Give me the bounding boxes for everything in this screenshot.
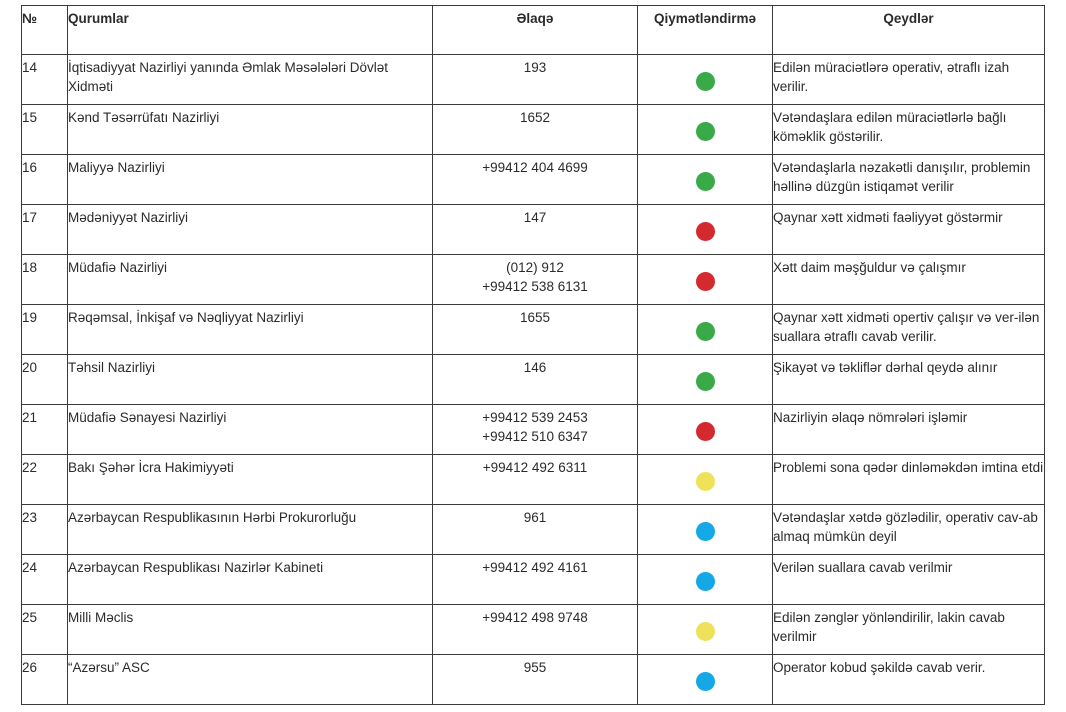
table-row [22,605,1045,655]
contact-number: +99412 538 6131 [482,279,588,294]
institution-name: Bakı Şəhər İcra Hakimiyyəti [68,455,433,505]
institution-name: İqtisadiyyat Nazirliyi yanında Əmlak Məsələləri Dövlət Xidməti [68,55,433,105]
contact-cell [433,405,638,455]
contact-number: 961 [523,510,547,525]
notes-text: Vətəndaşlar xətdə gözlədilir, operativ cav-ab almaq mümkün deyil [773,505,1045,555]
rating-cell [638,355,773,405]
contact-number: 193 [523,60,547,75]
institution-name: Azərbaycan Respublikasının Hərbi Prokurorluğu [68,505,433,555]
header-row [22,6,1045,55]
contact-number: +99412 539 2453 [482,410,588,425]
contact-number: 147 [523,210,547,225]
table-row [22,255,1045,305]
row-number: 26 [22,655,68,705]
row-number: 19 [22,305,68,355]
row-number: 20 [22,355,68,405]
contact-number: +99412 492 6311 [482,460,588,475]
contact-number: 955 [523,660,547,675]
institution-name: Kənd Təsərrüfatı Nazirliyi [68,105,433,155]
notes-text: Vətəndaşlarla nəzakətli danışılır, problemin həllinə düzgün istiqamət verilir [773,155,1045,205]
rating-cell [638,155,773,205]
contact-number: +99412 510 6347 [482,429,588,444]
row-number: 23 [22,505,68,555]
notes-text: Problemi sona qədər dinləməkdən imtina etdi [773,455,1045,505]
rating-dot-green [696,322,715,341]
column-header-number: № [22,6,68,55]
contact-cell [433,255,638,305]
contact-cell [433,655,638,705]
institution-name: Rəqəmsal, İnkişaf və Nəqliyyat Nazirliyi [68,305,433,355]
row-number: 14 [22,55,68,105]
contact-number: (012) 912 [506,260,564,275]
notes-text: Edilən müraciətlərə operativ, ətraflı izah verilir. [773,55,1045,105]
contact-cell [433,455,638,505]
table-row [22,205,1045,255]
table-row [22,555,1045,605]
rating-dot-green [696,372,715,391]
notes-text: Edilən zənglər yönləndirilir, lakin cavab verilmir [773,605,1045,655]
institution-name: Müdafiə Sənayesi Nazirliyi [68,405,433,455]
table-row [22,305,1045,355]
row-number: 25 [22,605,68,655]
table-row [22,105,1045,155]
rating-cell [638,55,773,105]
rating-dot-red [696,222,715,241]
table-row [22,55,1045,105]
contact-cell [433,55,638,105]
notes-text: Operator kobud şəkildə cavab verir. [773,655,1045,705]
rating-dot-yellow [696,622,715,641]
notes-text: Şikayət və təkliflər dərhal qeydə alınır [773,355,1045,405]
contact-cell [433,505,638,555]
table-row [22,505,1045,555]
row-number: 15 [22,105,68,155]
column-header-notes: Qeydlər [773,6,1045,55]
institution-name: “Azərsu” ASC [68,655,433,705]
notes-text: Qaynar xətt xidməti opertiv çalışır və ver-ilən suallara ətraflı cavab verilir. [773,305,1045,355]
row-number: 18 [22,255,68,305]
institution-name: Mədəniyyət Nazirliyi [68,205,433,255]
rating-dot-red [696,422,715,441]
contact-cell [433,305,638,355]
rating-dot-blue [696,672,715,691]
row-number: 22 [22,455,68,505]
contact-number: +99412 492 4161 [482,560,588,575]
contact-cell [433,155,638,205]
notes-text: Vətəndaşlara edilən müraciətlərlə bağlı köməklik göstərilir. [773,105,1045,155]
row-number: 24 [22,555,68,605]
institution-name: Azərbaycan Respublikası Nazirlər Kabineti [68,555,433,605]
contact-number: +99412 404 4699 [482,160,588,175]
rating-cell [638,305,773,355]
rating-dot-red [696,272,715,291]
column-header-institutions: Qurumlar [68,6,433,55]
institution-name: Müdafiə Nazirliyi [68,255,433,305]
contact-number: 1652 [519,110,551,125]
institution-name: Təhsil Nazirliyi [68,355,433,405]
rating-cell [638,555,773,605]
table-row [22,455,1045,505]
rating-dot-yellow [696,472,715,491]
rating-dot-blue [696,522,715,541]
notes-text: Verilən suallara cavab verilmir [773,555,1045,605]
table-header [22,6,1045,55]
contact-cell [433,605,638,655]
rating-dot-green [696,172,715,191]
contact-number: 146 [523,360,547,375]
table-row [22,405,1045,455]
institution-name: Milli Məclis [68,605,433,655]
notes-text: Xətt daim məşğuldur və çalışmır [773,255,1045,305]
ratings-table [21,5,1045,705]
row-number: 17 [22,205,68,255]
contact-cell [433,205,638,255]
rating-cell [638,255,773,305]
rating-cell [638,405,773,455]
contact-cell [433,555,638,605]
column-header-contact: Əlaqə [433,6,638,55]
rating-dot-green [696,122,715,141]
table-body [22,55,1045,705]
table-row [22,355,1045,405]
notes-text: Nazirliyin əlaqə nömrələri işləmir [773,405,1045,455]
rating-cell [638,655,773,705]
contact-cell [433,105,638,155]
rating-cell [638,205,773,255]
row-number: 16 [22,155,68,205]
institution-name: Maliyyə Nazirliyi [68,155,433,205]
column-header-rating: Qiymətləndirmə [638,6,773,55]
rating-dot-green [696,72,715,91]
rating-cell [638,455,773,505]
row-number: 21 [22,405,68,455]
table-row [22,655,1045,705]
rating-dot-blue [696,572,715,591]
contact-number: 1655 [519,310,551,325]
contact-cell [433,355,638,405]
contact-number: +99412 498 9748 [482,610,588,625]
rating-cell [638,605,773,655]
notes-text: Qaynar xətt xidməti faəliyyət göstərmir [773,205,1045,255]
table-row [22,155,1045,205]
rating-cell [638,505,773,555]
rating-cell [638,105,773,155]
